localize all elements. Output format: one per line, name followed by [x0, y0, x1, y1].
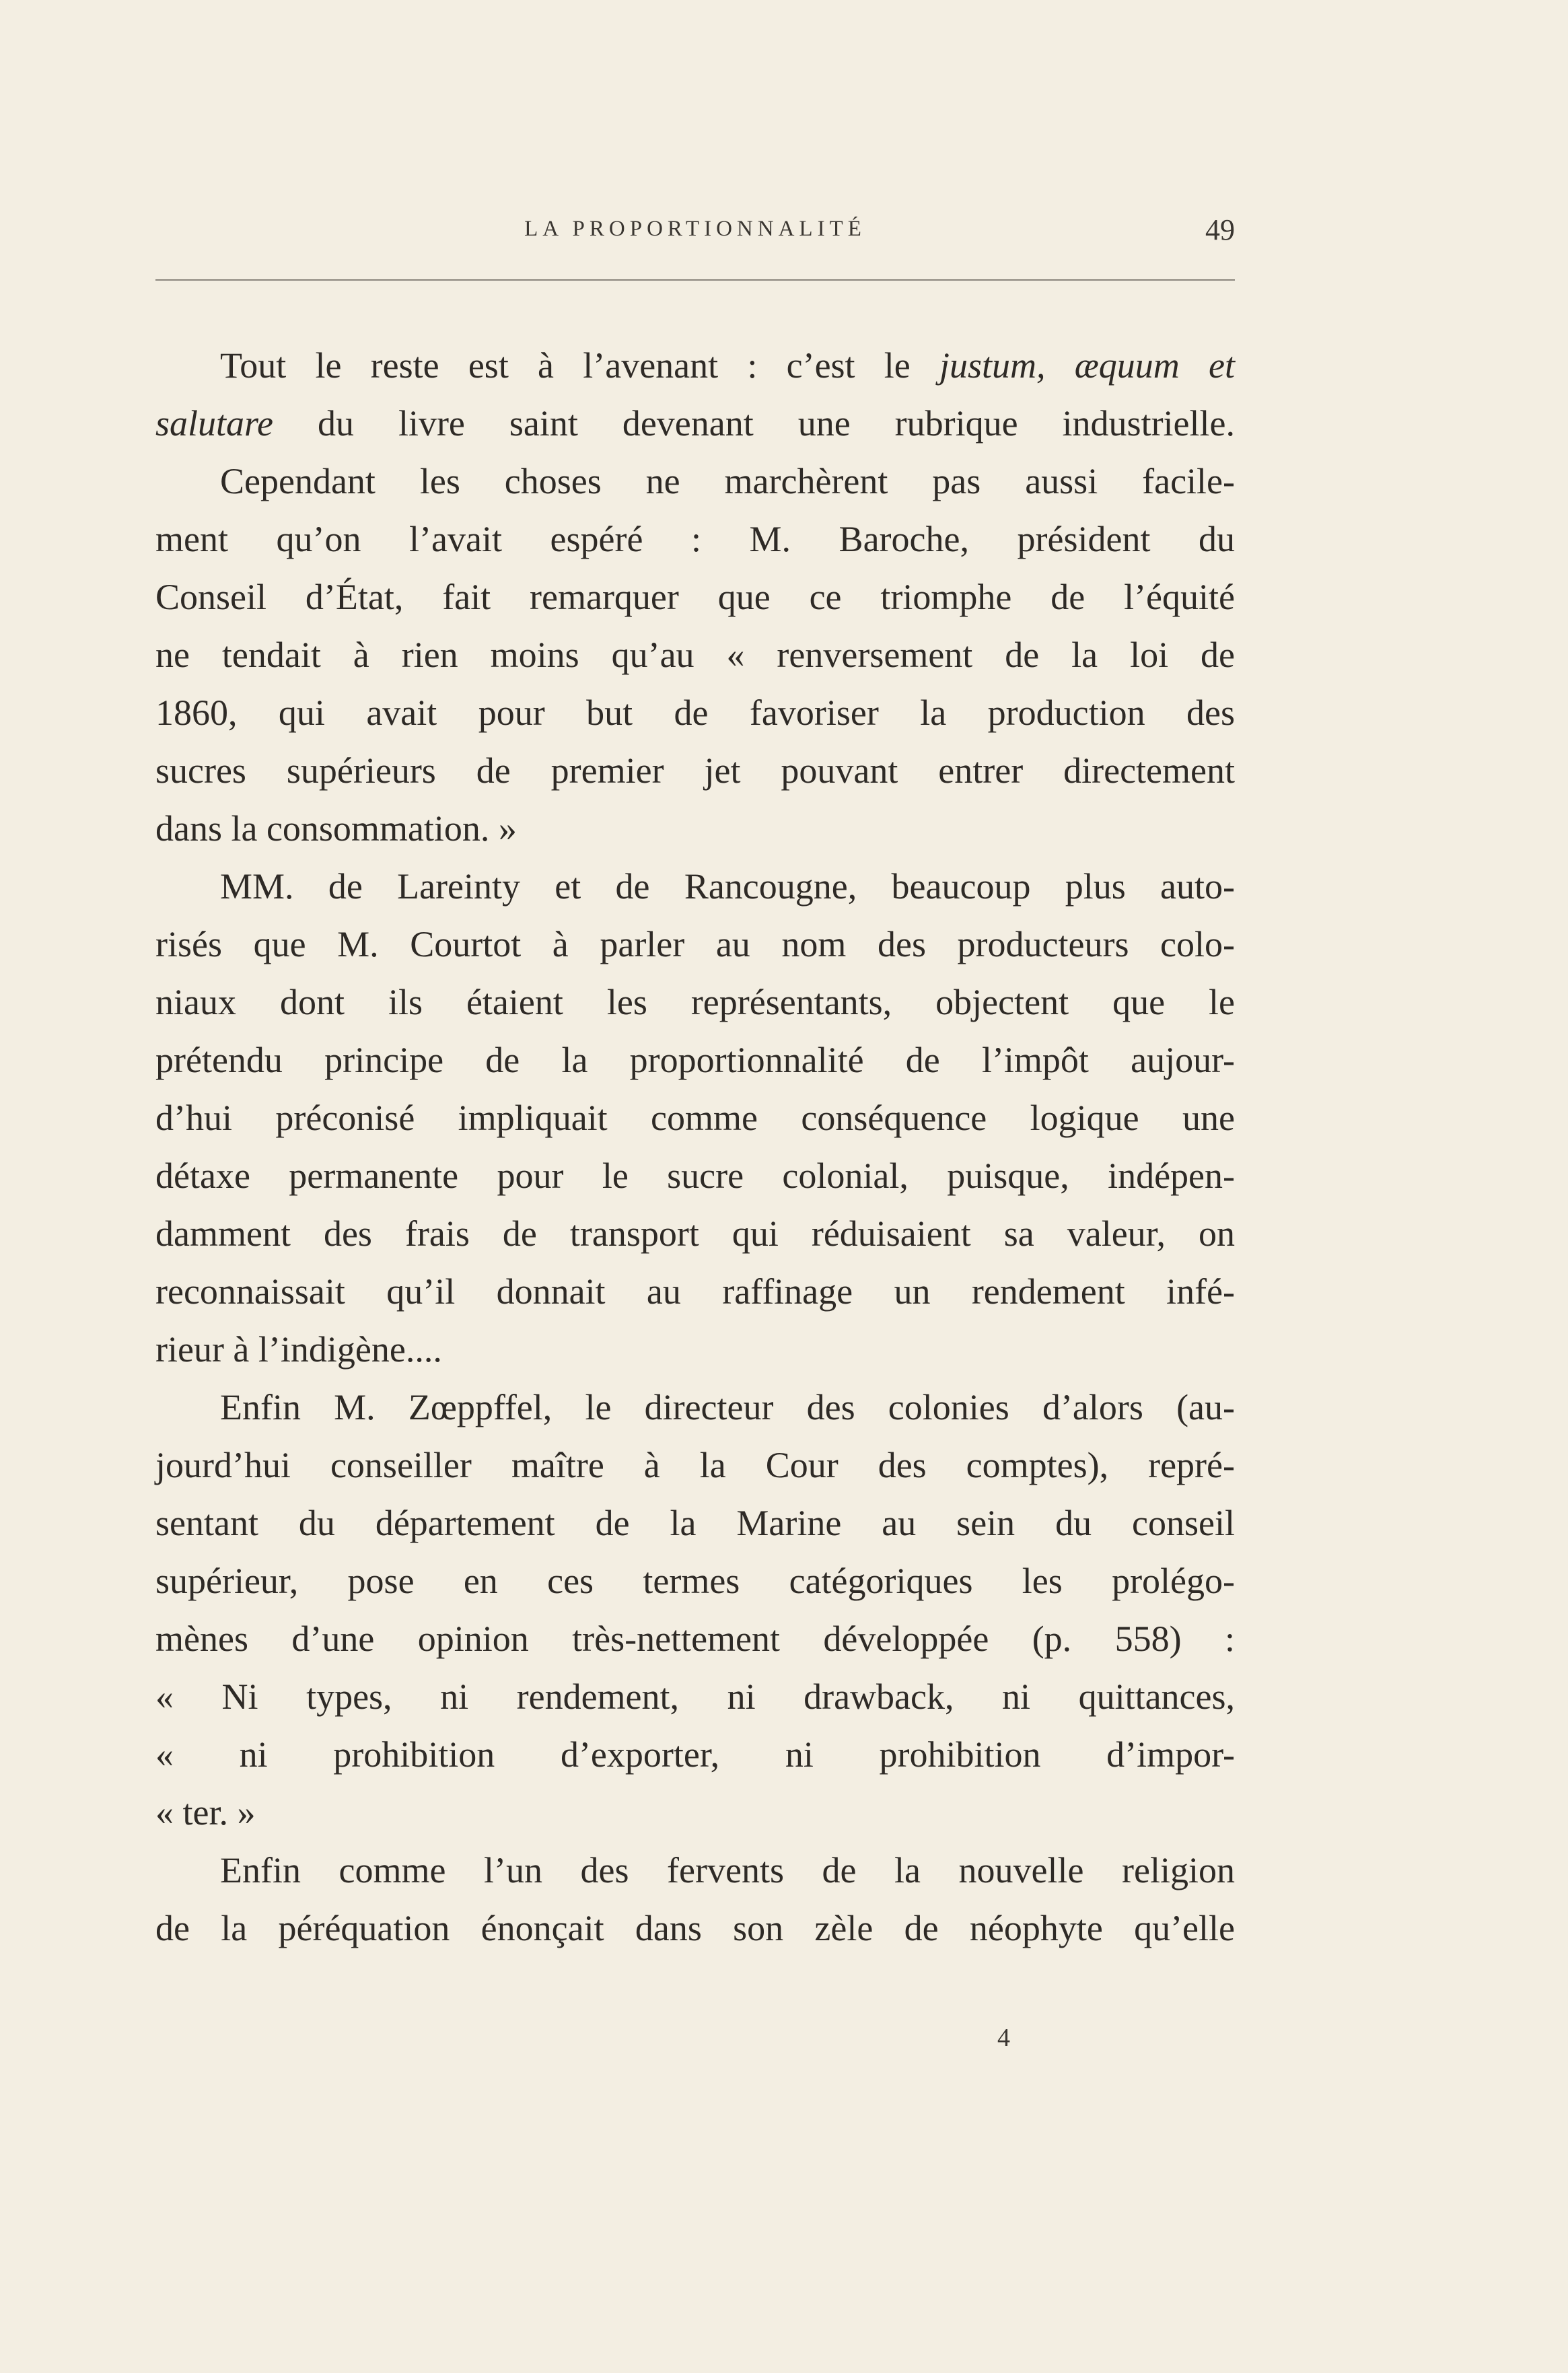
text-line: « ter. » — [155, 1792, 256, 1833]
text-line — [155, 337, 1235, 394]
text-line — [155, 394, 1235, 452]
running-head — [155, 213, 1235, 257]
italic-run: salutare — [155, 403, 273, 444]
text-run: Tout le reste est à l’avenant : c’est le — [220, 345, 940, 386]
text-line: Conseil d’État, fait remarquer que ce triomphe de l’équité — [155, 577, 1235, 617]
text-line: damment des frais de transport qui réduisaient sa valeur, on — [155, 1213, 1235, 1254]
body-text — [155, 337, 1235, 1957]
text-line: dans la consommation. » — [155, 808, 517, 849]
text-line: mènes d’une opinion très-nettement développée (p. 558) : — [155, 1619, 1235, 1659]
text-line: sucres supérieurs de premier jet pouvant entrer directement — [155, 750, 1235, 791]
text-line: jourd’hui conseiller maître à la Cour des comptes), repré- — [155, 1445, 1235, 1485]
text-line: supérieur, pose en ces termes catégoriques les prolégo- — [155, 1561, 1235, 1601]
page-number: 49 — [1205, 213, 1235, 246]
text-run: du livre saint devenant une rubrique industrielle. — [273, 403, 1235, 444]
text-line: rieur à l’indigène.... — [155, 1329, 442, 1370]
text-line: de la péréquation énonçait dans son zèle de néophyte qu’elle — [155, 1908, 1235, 1948]
signature-mark: 4 — [997, 2024, 1010, 2052]
running-title: LA PROPORTIONNALITÉ — [524, 217, 866, 241]
text-line: ne tendait à rien moins qu’au « renversement de la loi de — [155, 635, 1235, 675]
text-line: MM. de Lareinty et de Rancougne, beaucoup plus auto- — [220, 866, 1235, 907]
italic-run: justum, æquum et — [939, 345, 1235, 386]
text-line: Cependant les choses ne marchèrent pas aussi facile- — [220, 461, 1235, 501]
text-line: 1860, qui avait pour but de favoriser la production des — [155, 693, 1235, 733]
text-line: d’hui préconisé impliquait comme conséquence logique une — [155, 1098, 1235, 1138]
text-line: reconnaissait qu’il donnait au raffinage un rendement infé- — [155, 1271, 1235, 1312]
text-line: risés que M. Courtot à parler au nom des producteurs colo- — [155, 924, 1235, 964]
text-line: niaux dont ils étaient les représentants, objectent que le — [155, 982, 1235, 1022]
text-line: prétendu principe de la proportionnalité de l’impôt aujour- — [155, 1040, 1235, 1080]
text-line: détaxe permanente pour le sucre colonial, puisque, indépen- — [155, 1156, 1235, 1196]
text-line: « Ni types, ni rendement, ni drawback, ni quittances, — [155, 1676, 1235, 1717]
text-line: Enfin comme l’un des fervents de la nouvelle religion — [220, 1850, 1235, 1890]
header-rule — [155, 279, 1235, 281]
text-line: Enfin M. Zœppffel, le directeur des colonies d’alors (au- — [220, 1387, 1235, 1427]
text-line: « ni prohibition d’exporter, ni prohibition d’impor- — [155, 1734, 1235, 1775]
text-line: sentant du département de la Marine au sein du conseil — [155, 1503, 1235, 1543]
text-line: ment qu’on l’avait espéré : M. Baroche, président du — [155, 519, 1235, 559]
